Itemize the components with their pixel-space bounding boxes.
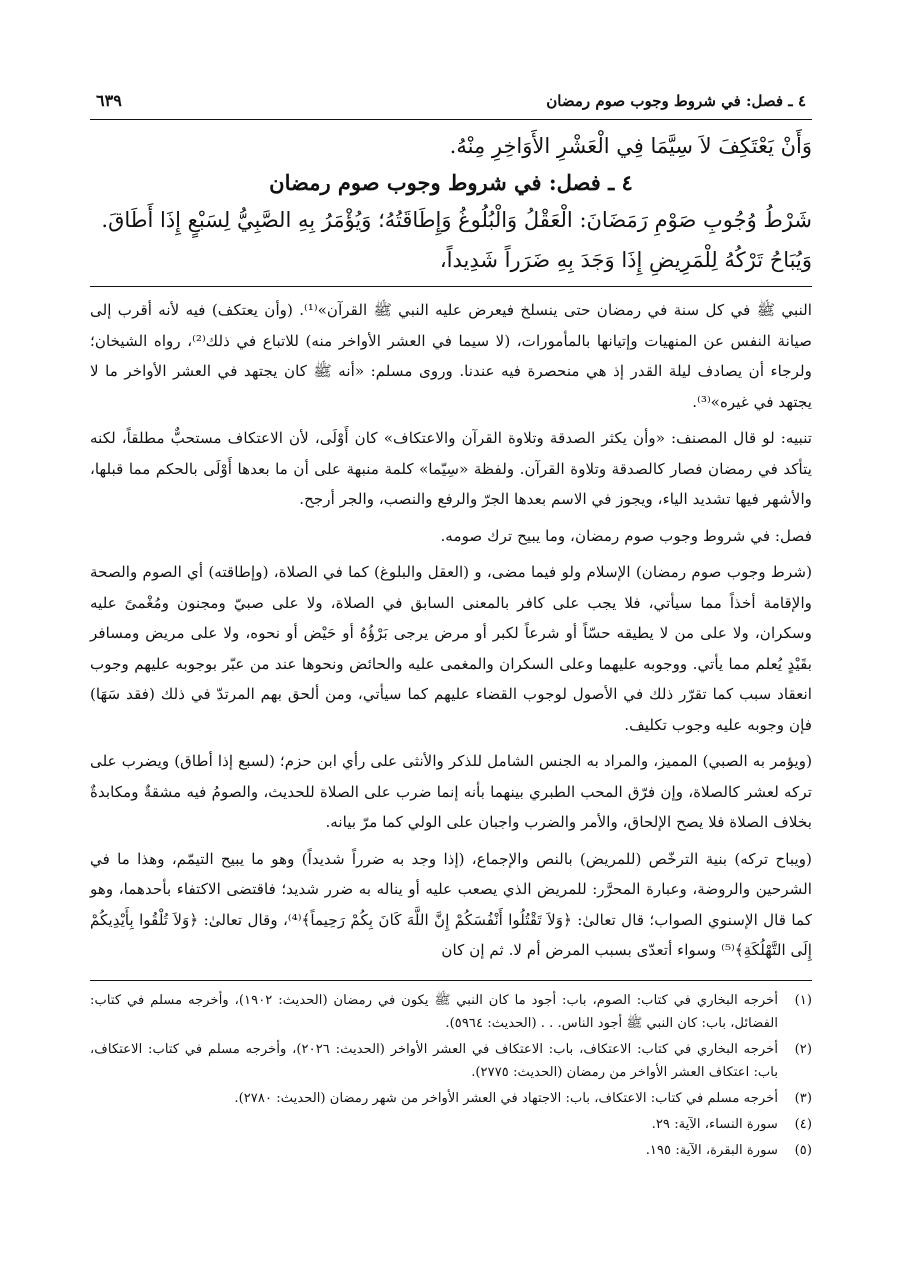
- matn-separator: [90, 286, 812, 287]
- footnote-number: (١): [794, 992, 812, 1008]
- matn-line-1: شَرْطُ وُجُوبِ صَوْمِ رَمَضَانَ: الْعَقْلُ وَالْبُلُوغُ وَإِطَاقَتُهُ؛ وَيُؤْمَرُ بِهِ الصَّبِيُّ لِسَبْعٍ إِذَا أَطَاقَ.: [101, 208, 812, 232]
- matn-previous-line: وَأَنْ يَعْتَكِفَ لاَ سِيَّمَا فِي الْعَشْرِ الأَوَاخِرِ مِنْهُ.: [449, 134, 812, 158]
- footnote: [90, 1139, 812, 1162]
- section-title: ٤ ـ فصل: في شروط وجوب صوم رمضان: [269, 170, 633, 195]
- book-page: [90, 82, 812, 1165]
- footnote-text: سورة النساء، الآية: ٢٩.: [651, 1116, 778, 1132]
- commentary-paragraph-1: النبي ﷺ في كل سنة في رمضان حتى ينسلخ فيعرض عليه النبي ﷺ القرآن»⁽¹⁾. (وأن يعتكف) فيه لأنه أقرب إلى صيانة النفس عن المنهيات وإتيانها بالمأمورات، (لا سيما في العشر الأواخر منه) للاتباع في ذلك⁽²⁾، رواه الشيخان؛ ولرجاء أن يصادف ليلة القدر إذ هي منحصرة فيه عندنا. وروى مسلم: «أنه ﷺ كان يجتهد في العشر الأواخر ما لا يجتهد في غيره»⁽³⁾.: [90, 301, 812, 411]
- footnote-separator: [90, 980, 812, 981]
- commentary-section-heading: فصل: في شروط وجوب صوم رمضان، وما يبيح ترك صومه.: [440, 526, 812, 545]
- page-number: ٦٣٩: [96, 91, 122, 110]
- footnote: [90, 1038, 812, 1084]
- commentary-paragraph-child: (ويؤمر به الصبي) المميز، والمراد به الجنس الشامل للذكر والأنثى على رأي ابن حزم؛ (لسبع إذا أطاق) ويضرب على تركه لعشر كالصلاة، وإن فرّق المحب الطبري بينهما بأنه إنما ضرب على الصلاة للحديث، والصومُ فيه مشقةٌ ومكابدةٌ بخلاف الصلاة فلا يصح الإلحاق، والأمر والضرب واجبان على الولي كما مرّ بيانه.: [90, 752, 812, 831]
- footnote-number: (٣): [794, 1090, 812, 1106]
- matn-line-2: وَيُبَاحُ تَرْكُهُ لِلْمَرِيضِ إِذَا وَجَدَ بِهِ ضَرَراً شَدِيداً،: [439, 248, 812, 272]
- header-title: ٤ ـ فصل: في شروط وجوب صوم رمضان: [546, 91, 806, 110]
- footnote: [90, 989, 812, 1035]
- commentary-paragraph-conditions: (شرط وجوب صوم رمضان) الإسلام ولو فيما مضى، و (العقل والبلوغ) كما في الصلاة، (وإطاقته) أي الصوم والصحة والإقامة أخذاً مما سيأتي، فلا يجب على كافر بالمعنى السابق في الصلاة، ولا على صبيّ ومجنون ومُغْمىً عليه وسكران، ولا على من لا يطيقه حسّاً أو شرعاً لكبر أو مرض يرجى بَرْؤُهُ أو حَيْض أو نحوه، ولا على مريض ومسافر بقَيْدٍ يُعلم مما يأتي. ووجوبه عليهما وعلى السكران والمغمى عليه والحائض ونحوها عند من عبّر بوجوبه عليهم وجوب انعقاد سبب كما تقرّر ذلك في الأصول لوجوب القضاء عليهم كما سيأتي، ومن ألحق بهم المرتدّ في ذلك (فقد سَهَا) فإن وجوبه عليه وجوب تكليف.: [90, 563, 812, 734]
- footnote-number: (٢): [794, 1041, 812, 1057]
- footnote-text: أخرجه البخاري في كتاب: الاعتكاف، باب: الاعتكاف في العشر الأواخر (الحديث: ٢٠٢٦)، وأخرجه مسلم في كتاب: الاعتكاف، باب: اعتكاف العشر الأواخر من رمضان (الحديث: ٢٧٧٥).: [90, 1041, 778, 1080]
- footnote-text: أخرجه البخاري في كتاب: الصوم، باب: أجود ما كان النبي ﷺ يكون في رمضان (الحديث: ١٩٠٢)، وأخرجه مسلم في كتاب: الفضائل، باب: كان النبي ﷺ أجود الناس. . . (الحديث: ٥٩٦٤).: [90, 992, 778, 1031]
- footnote-text: أخرجه مسلم في كتاب: الاعتكاف، باب: الاجتهاد في العشر الأواخر من شهر رمضان (الحديث: ٢٧٨٠).: [234, 1090, 778, 1106]
- footnote-number: (٥): [794, 1142, 812, 1158]
- running-header: [90, 82, 812, 120]
- commentary-paragraph-sick: (ويباح تركه) بنية الترخّص (للمريض) بالنص والإجماع، (إذا وجد به ضرراً شديداً) وهو ما يبيح التيمّم، وهذا ما في الشرحين والروضة، وعبارة المحرَّر: للمريض الذي يصعب عليه أو يناله به ضرر شديد؛ فاقتضى الاكتفاء بأحدهما، وهو كما قال الإسنوي الصواب؛ قال تعالىٰ: ﴿وَلاَ تَقْتُلُوا أَنْفُسَكُمْ إِنَّ اللَّهَ كَانَ بِكُمْ رَحِيماً﴾⁽⁴⁾، وقال تعالىٰ: ﴿وَلاَ تُلْقُوا بِأَيْدِيكُمْ إِلَى التَّهْلُكَةِ﴾⁽⁵⁾ وسواء أتعدّى بسبب المرض أم لا. ثم إن كان: [90, 849, 812, 959]
- footnote-text: سورة البقرة، الآية: ١٩٥.: [645, 1142, 778, 1158]
- footnote: [90, 1113, 812, 1136]
- footnote-number: (٤): [794, 1116, 812, 1132]
- commentary-note: تنبيه: لو قال المصنف: «وأن يكثر الصدقة وتلاوة القرآن والاعتكاف» كان أَوْلَى، لأن الاعتكاف مستحبٌّ مطلقاً، لكنه يتأكد في رمضان فصار كالصدقة وتلاوة القرآن. ولفظة «سِيّما» كلمة منبهة على أن ما بعدها أَوْلَى بالحكم مما قبلها، والأشهر فيها تشديد الياء، ويجوز في الاسم بعدها الجرّ والرفع والنصب، والجر أرجح.: [90, 429, 812, 508]
- footnote: [90, 1087, 812, 1110]
